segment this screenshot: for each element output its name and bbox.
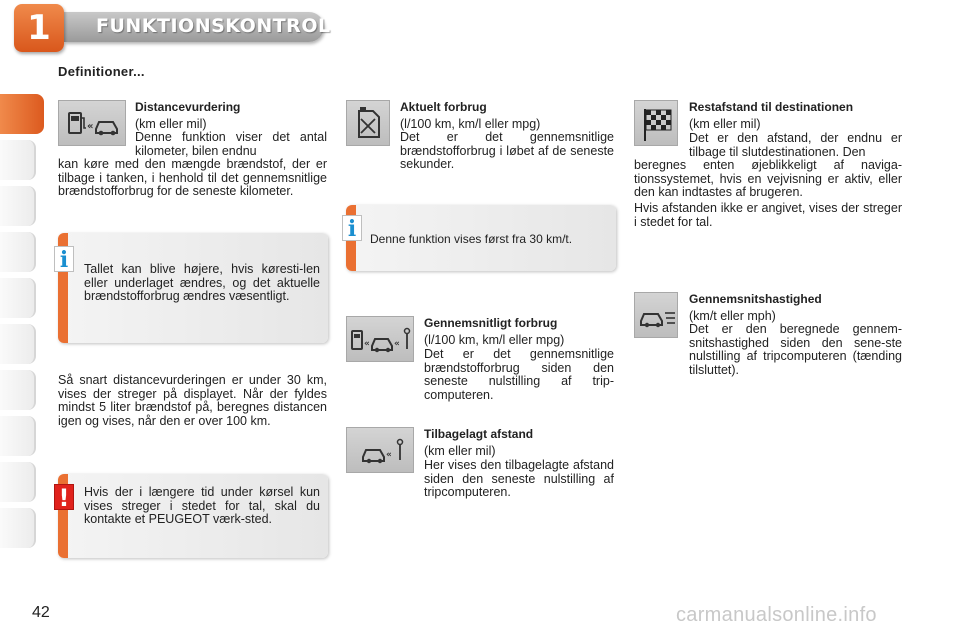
info-note-distance — [58, 233, 328, 343]
distance-travelled-title: Tilbagelagt afstand — [424, 427, 534, 441]
distance-text-indented: Denne funktion viser det antal kilometer, bilen endnu — [135, 130, 327, 158]
fuel-car-reset-icon — [346, 316, 414, 362]
chapter-number-badge: 1 — [14, 4, 64, 52]
distance-title: Distancevurdering — [135, 100, 241, 114]
svg-text:«: « — [386, 450, 392, 460]
distance-warning-text: Så snart distancevurderingen er under 30 km, vises der streger på displayet. Når der fyldes mindst 5 liter brændstof på, beregnes distancen igen og vises, når den er over 100 km. — [58, 373, 327, 428]
side-tab-chapter-10[interactable] — [0, 508, 36, 548]
fuel-can-icon — [346, 100, 390, 146]
warning-icon: ! — [54, 484, 74, 510]
current-consumption-title: Aktuelt forbrug — [400, 100, 487, 114]
note-text: Hvis der i længere tid under kørsel kun vises streger i stedet for tal, skal du kontakte et PEUGEOT værk-sted. — [84, 485, 320, 526]
average-consumption-unit: (l/100 km, km/l eller mpg) — [424, 333, 565, 347]
svg-text:«: « — [394, 339, 400, 349]
distance-travelled-text: Her vises den tilbagelagte afstand siden den seneste nulstilling af tripcomputeren. — [424, 458, 614, 499]
current-consumption-text: Det er det gennemsnitlige brændstofforbrug i løbet af de seneste sekunder. — [400, 130, 614, 171]
remaining-distance-title: Restafstand til destinationen — [689, 100, 854, 114]
note-text: Tallet kan blive højere, hvis køresti-len eller underlaget ændres, og det aktuelle brændstofforbrug ændres væsentligt. — [84, 262, 320, 303]
side-tab-chapter-3[interactable] — [0, 186, 36, 226]
fuel-pump-car-icon — [58, 100, 126, 146]
distance-text: kan køre med den mængde brændstof, der er tilbage i tanken, i henhold til det gennemsnitlige brændstofforbrug for de seneste kilometer. — [58, 157, 327, 198]
average-speed-text: Det er den beregnede gennem-snitshastighed siden den sene-ste nulstilling af tripcomputeren (tænding tilsluttet). — [689, 322, 902, 377]
checkered-flag-icon — [634, 100, 678, 146]
note-text: Denne funktion vises først fra 30 km/t. — [370, 232, 573, 246]
warning-note — [58, 474, 328, 558]
side-tab-chapter-1[interactable] — [0, 94, 44, 134]
side-tab-chapter-9[interactable] — [0, 462, 36, 502]
side-tab-chapter-8[interactable] — [0, 416, 36, 456]
remaining-distance-text-indented: Det er den afstand, der endnu er tilbage til slutdestinationen. Den — [689, 131, 902, 159]
remaining-distance-unit: (km eller mil) — [689, 117, 761, 131]
info-note-speed — [346, 205, 616, 271]
average-speed-title: Gennemsnitshastighed — [689, 292, 822, 306]
info-icon: i — [54, 246, 74, 272]
side-tab-chapter-5[interactable] — [0, 278, 36, 318]
side-tab-chapter-7[interactable] — [0, 370, 36, 410]
side-tab-chapter-2[interactable] — [0, 140, 36, 180]
side-tab-chapter-6[interactable] — [0, 324, 36, 364]
page-number: 42 — [32, 604, 50, 621]
svg-text:«: « — [364, 339, 370, 349]
distance-travelled-unit: (km eller mil) — [424, 444, 496, 458]
average-consumption-title: Gennemsnitligt forbrug — [424, 316, 558, 330]
chapter-side-tabs — [0, 60, 40, 580]
svg-text:«: « — [87, 121, 94, 132]
distance-unit: (km eller mil) — [135, 117, 207, 131]
page-title: FUNKTIONSKONTROL — [96, 15, 331, 37]
side-tab-chapter-4[interactable] — [0, 232, 36, 272]
car-reset-icon — [346, 427, 414, 473]
remaining-distance-extra: Hvis afstanden ikke er angivet, vises der streger i stedet for tal. — [634, 201, 902, 229]
section-heading: Definitioner... — [58, 64, 145, 79]
info-icon: i — [342, 215, 362, 241]
header-bar — [0, 0, 960, 54]
watermark: carmanualsonline.info — [676, 604, 877, 626]
average-consumption-text: Det er det gennemsnitlige brændstofforbrug siden den seneste nulstilling af trip-computeren. — [424, 347, 614, 402]
car-speed-icon — [634, 292, 678, 338]
remaining-distance-text: beregnes enten øjeblikkeligt af naviga-tionssystemet, hvis en vejvisning er aktiv, eller den kan indtastes af brugeren. — [634, 158, 902, 199]
average-speed-unit: (km/t eller mph) — [689, 309, 776, 323]
current-consumption-unit: (l/100 km, km/l eller mpg) — [400, 117, 541, 131]
